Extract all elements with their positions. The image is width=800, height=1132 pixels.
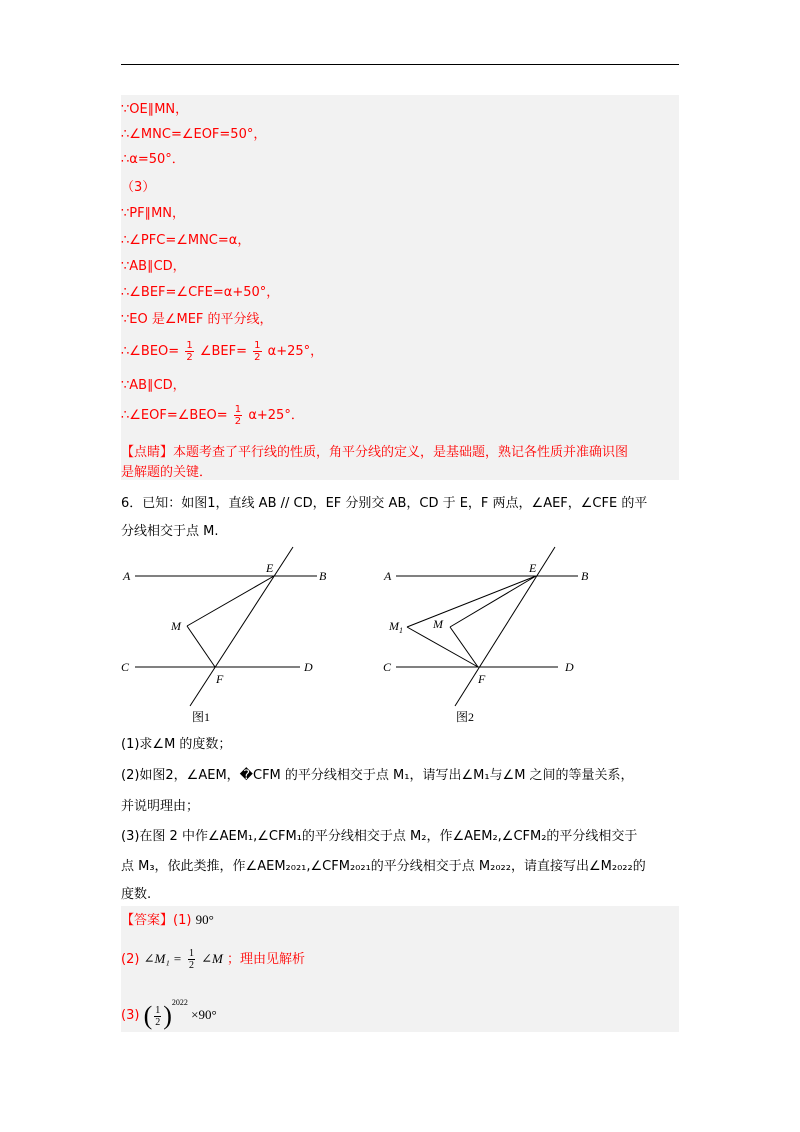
question-part: (2)如图2，∠AEM，�CFM 的平分线相交于点 M₁，请写出∠M₁与∠M 之间的等量关系， [121, 768, 634, 783]
solution-line: ∵OE∥MN， [121, 102, 189, 117]
solution-line: ∵PF∥MN， [121, 206, 186, 221]
label-m1: $M_1$ [389, 619, 403, 635]
label-a: A [384, 569, 392, 583]
label-b: B [581, 569, 589, 583]
solution-line [121, 340, 323, 363]
question-text: 6．已知：如图1，直线 AB // CD，EF 分别交 AB，CD 于 E，F 两点，∠AEF，∠CFE 的平 [121, 496, 648, 511]
fraction-half: $\frac{1}{2}$ [186, 340, 193, 363]
solution-line: ∵EO 是∠MEF 的平分线， [121, 312, 273, 327]
fraction-half: $\frac{1}{2}$ [234, 404, 242, 427]
power-expression: ( $\frac{1}{2}$ )$^{2022}$ ×90° [143, 998, 217, 1031]
label-m: M [171, 619, 181, 633]
formula-text: ∴∠EOF=∠BEO= [121, 408, 228, 423]
formula-text: ∠M₁ = [143, 951, 182, 966]
label-d: D [565, 660, 574, 674]
solution-line: （3） [121, 180, 156, 195]
question-text: 分线相交于点 M. [121, 524, 219, 539]
solution-line: ∴α=50°． [121, 152, 185, 167]
label-m: M [433, 617, 443, 631]
comment-line [121, 444, 628, 462]
label-c: C [121, 660, 130, 674]
label-f: F [478, 672, 486, 686]
solution-line: ∵AB∥CD， [121, 259, 186, 274]
solution-line [121, 404, 304, 427]
label-d: D [304, 660, 313, 674]
fraction-half: $\frac{1}{2}$ [254, 340, 261, 363]
figure-caption: 图1 [192, 710, 211, 724]
segment-mf [450, 627, 478, 667]
label-e: E [529, 561, 537, 575]
line-ef [455, 547, 555, 706]
figure-2 [375, 540, 605, 730]
formula-text: ∴∠BEO= [121, 344, 180, 359]
segment-em1 [407, 576, 536, 627]
answer-line-1: 【答案】(1) 90° [121, 912, 214, 928]
segment-em [187, 576, 274, 626]
label-b: B [319, 569, 327, 583]
solution-line: ∴∠PFC=∠MNC=α， [121, 233, 251, 248]
answer-line-2: (2) ∠M₁ = $\frac{1}{2}$ ∠M ；理由见解析 [121, 948, 305, 971]
question-part: 度数. [121, 887, 152, 902]
formula-text: ∠M [201, 951, 223, 966]
label-e: E [266, 561, 274, 575]
label-c: C [383, 660, 392, 674]
question-part: (1)求∠M 的度数； [121, 737, 232, 752]
question-part: 点 M₃，依此类推，作∠AEM₂₀₂₁,∠CFM₂₀₂₁的平分线相交于点 M₂₀₂₂，请直接写出∠M₂₀₂₂的 [121, 859, 646, 874]
figure-1 [115, 540, 355, 730]
formula-text: ∠BEF= [199, 344, 248, 359]
answer-value: 90° [195, 912, 214, 927]
formula-text: α+25°． [248, 408, 304, 423]
line-ef [190, 547, 293, 706]
segment-m1f [407, 627, 478, 667]
comment-text: 本题考查了平行线的性质，角平分线的定义，是基础题，熟记各性质并准确识图 [173, 445, 629, 460]
label-a: A [123, 569, 131, 583]
fraction-half: $\frac{1}{2}$ [188, 948, 194, 971]
figure-caption: 图2 [456, 710, 475, 724]
answer-reason: ；理由见解析 [226, 952, 305, 967]
segment-mf [187, 626, 215, 667]
label-f: F [216, 672, 224, 686]
answer-line-3: (3) ( $\frac{1}{2}$ )$^{2022}$ ×90° [121, 998, 217, 1031]
formula-text: α+25°， [267, 344, 324, 359]
answer-tag: 【答案】 [121, 913, 174, 928]
question-part: (3)在图 2 中作∠AEM₁,∠CFM₁的平分线相交于点 M₂，作∠AEM₂,∠CFM₂的平分线相交于 [121, 829, 638, 844]
comment-line: 是解题的关键． [121, 465, 213, 480]
solution-line: ∴∠BEF=∠CFE=α+50°， [121, 285, 280, 300]
header-rule [121, 64, 679, 65]
question-part: 并说明理由； [121, 799, 200, 814]
solution-line: ∵AB∥CD， [121, 378, 186, 393]
comment-tag: 【点睛】 [121, 445, 174, 460]
segment-em [450, 576, 536, 627]
solution-line: ∴∠MNC=∠EOF=50°， [121, 127, 267, 142]
fraction-half: $\frac{1}{2}$ [155, 1004, 161, 1028]
